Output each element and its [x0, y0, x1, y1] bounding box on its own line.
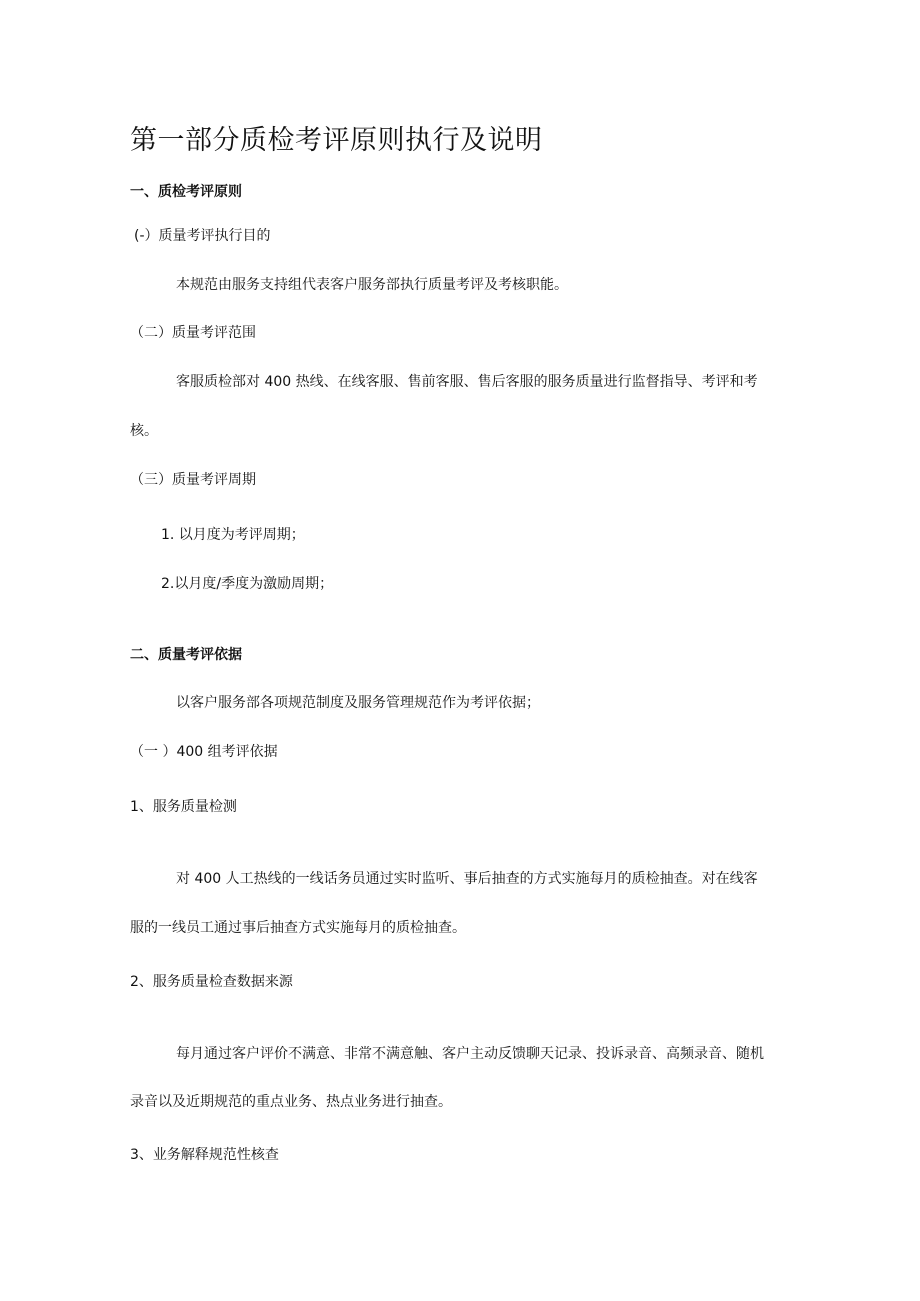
paragraph: 客服质检部对 400 热线、在线客服、售前客服、售后客服的服务质量进行监督指导、考评和考	[176, 374, 758, 390]
item-heading: 1、服务质量检测	[130, 799, 237, 815]
paragraph: 以客户服务部各项规范制度及服务管理规范作为考评依据；	[176, 695, 540, 711]
list-item: 1. 以月度为考评周期；	[161, 527, 305, 543]
paragraph-continuation: 核。	[130, 423, 158, 439]
page-title: 第一部分质检考评原则执行及说明	[130, 125, 543, 156]
paragraph-continuation: 录音以及近期规范的重点业务、热点业务进行抽查。	[130, 1094, 452, 1110]
paragraph-continuation: 服的一线员工通过事后抽查方式实施每月的质检抽查。	[130, 920, 466, 936]
paragraph: 本规范由服务支持组代表客户服务部执行质量考评及考核职能。	[176, 277, 568, 293]
subsection-heading: （二）质量考评范围	[130, 325, 256, 341]
paragraph: 每月通过客户评价不满意、非常不满意触、客户主动反馈聊天记录、投诉录音、高频录音、随机	[176, 1046, 764, 1062]
subsection-heading: (-）质量考评执行目的	[134, 228, 271, 244]
paragraph: 对 400 人工热线的一线话务员通过实时监听、事后抽查的方式实施每月的质检抽查。对在线客	[176, 871, 758, 887]
section-heading: 一、质检考评原则	[130, 184, 242, 200]
item-heading: 3、业务解释规范性核查	[130, 1147, 279, 1163]
item-heading: 2、服务质量检查数据来源	[130, 974, 293, 990]
list-item: 2.以月度/季度为激励周期；	[161, 576, 334, 592]
section-heading: 二、质量考评依据	[130, 647, 242, 663]
subsection-heading: （三）质量考评周期	[130, 472, 256, 488]
subsection-heading: （一 ）400 组考评依据	[130, 744, 278, 760]
